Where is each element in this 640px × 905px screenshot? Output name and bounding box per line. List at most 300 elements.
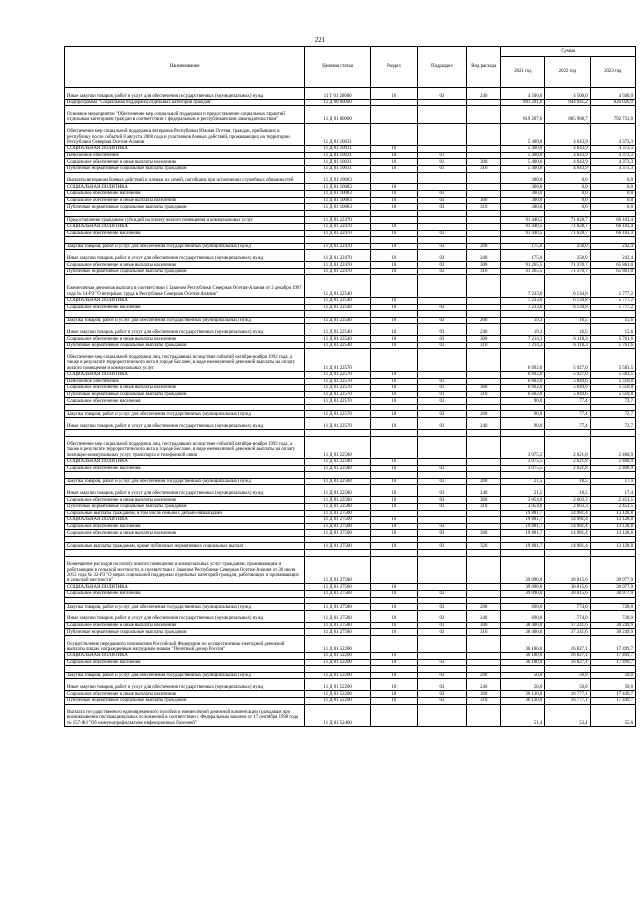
row-section — [371, 666, 418, 673]
row-code: 11 Д 01 22470 — [305, 250, 371, 262]
row-section: 10 — [371, 336, 418, 343]
row-code: 11 Д 01 22580 — [305, 485, 371, 497]
row-sum-2022 — [545, 550, 590, 557]
table-row — [65, 672, 636, 679]
row-sum-2022: 805 988,7 — [545, 106, 590, 123]
row-sum-2023: 13 128,8 — [590, 523, 635, 530]
row-type: 240 — [467, 610, 501, 622]
row-name: Осуществление переданного полномочия Российской Федерации по осуществлению ежегодной денежной выплаты лицам, награжденным нагрудным знаком "Почетный донор России" — [65, 635, 305, 652]
row-type — [467, 523, 501, 530]
row-name — [65, 472, 305, 479]
row-sum-2021 — [501, 311, 545, 318]
row-subsection: 03 — [417, 659, 466, 666]
row-subsection: 03 — [417, 465, 466, 472]
row-section — [371, 349, 418, 372]
row-sum-2021: 90,0 — [501, 418, 545, 430]
row-type: 240 — [467, 88, 501, 100]
row-name: Социальное обеспечение населения — [65, 398, 305, 405]
row-sum-2022: 6 118,3 — [545, 336, 590, 343]
row-subsection: 03 — [417, 204, 466, 211]
table-row — [65, 217, 636, 224]
page-number: 221 — [314, 36, 326, 44]
table-row — [65, 411, 636, 418]
table-row — [65, 629, 636, 636]
row-section: 10 — [371, 159, 418, 166]
row-name — [65, 597, 305, 604]
row-type: 300 — [467, 336, 501, 343]
row-code: 11 Д 01 22580 — [305, 465, 371, 472]
row-code: 11 Д 01 22470 — [305, 224, 371, 231]
row-name: СОЦИАЛЬНАЯ ПОЛИТИКА — [65, 653, 305, 660]
row-subsection: 03 — [417, 530, 466, 537]
table-row — [65, 336, 636, 343]
table-row — [65, 391, 636, 398]
table-row — [65, 243, 636, 250]
row-name: Закупка товаров, работ и услуг для обеспечения государственных (муниципальных) нужд — [65, 604, 305, 611]
row-sum-2022: 71 628,7 — [545, 217, 590, 224]
row-section: 10 — [371, 184, 418, 191]
row-sum-2023: 55,6 — [590, 704, 635, 727]
row-sum-2023: 30 249,9 — [590, 629, 635, 636]
row-subsection: 01 — [417, 385, 466, 392]
table-row — [65, 418, 636, 430]
row-subsection: 03 — [417, 324, 466, 336]
row-type — [467, 584, 501, 591]
row-sum-2022: 0,0 — [545, 204, 590, 211]
table-row — [65, 666, 636, 673]
row-sum-2022: 5 927,0 — [545, 371, 590, 378]
row-section — [371, 536, 418, 543]
row-type: 200 — [467, 604, 501, 611]
row-sum-2023 — [590, 666, 635, 673]
row-subsection: 03 — [417, 497, 466, 504]
table-row — [65, 604, 636, 611]
row-code: 11 Д 01 27580 — [305, 629, 371, 636]
row-section: 10 — [371, 485, 418, 497]
table-row — [65, 152, 636, 159]
row-code: 11 Д 01 22570 — [305, 398, 371, 405]
row-sum-2022: 50,0 — [545, 672, 590, 679]
table-row — [65, 530, 636, 537]
row-code: 11 Д 00 00000 — [305, 99, 371, 106]
row-name: Пенсионное обеспечение — [65, 378, 305, 385]
row-sum-2022 — [545, 210, 590, 217]
row-sum-2023: 30 977,9 — [590, 591, 635, 598]
row-sum-2023: 13 128,8 — [590, 543, 635, 550]
row-sum-2023: 15,6 — [590, 324, 635, 336]
row-name: СОЦИАЛЬНАЯ ПОЛИТИКА — [65, 224, 305, 231]
table-row — [65, 523, 636, 530]
row-code: 11 Д 01 22540 — [305, 336, 371, 343]
row-sum-2021: 300,0 — [501, 204, 545, 211]
row-section: 10 — [371, 530, 418, 537]
row-sum-2021: 19,3 — [501, 324, 545, 336]
row-code: 11 Д 01 22570 — [305, 411, 371, 418]
row-type — [467, 465, 501, 472]
row-sum-2021: 91 265,5 — [501, 262, 545, 269]
row-code: 11 Д 01 22540 — [305, 297, 371, 304]
row-sum-2021: 5 400,0 — [501, 123, 545, 146]
row-section: 10 — [371, 304, 418, 311]
row-code: 11 Д 01 52200 — [305, 659, 371, 666]
row-subsection: 03 — [417, 243, 466, 250]
row-name: Публичные нормативные социальные выплаты гражданам — [65, 165, 305, 172]
row-subsection: 03 — [417, 523, 466, 530]
row-subsection — [417, 224, 466, 231]
row-subsection — [417, 536, 466, 543]
row-code: 11 Д 01 27500 — [305, 523, 371, 530]
row-code: 11 Д 01 22470 — [305, 243, 371, 250]
row-sum-2022: 4 643,9 — [545, 123, 590, 146]
row-sum-2021 — [501, 666, 545, 673]
row-subsection — [417, 436, 466, 459]
row-sum-2022: 2 621,8 — [545, 436, 590, 459]
table-row — [65, 324, 636, 336]
row-sum-2021: 4 500,0 — [501, 88, 545, 100]
row-code: 11 Д 01 10083 — [305, 191, 371, 198]
table-body — [65, 88, 636, 727]
row-type: 310 — [467, 342, 501, 349]
row-type: 300 — [467, 530, 501, 537]
row-section: 10 — [371, 503, 418, 510]
row-sum-2021: 21,5 — [501, 485, 545, 497]
table-row — [65, 691, 636, 698]
row-sum-2022: 16 777,1 — [545, 691, 590, 698]
row-section: 10 — [371, 622, 418, 629]
row-name: Социальное обеспечение и иные выплаты населению — [65, 530, 305, 537]
row-section — [371, 217, 418, 224]
table-row — [65, 653, 636, 660]
row-name: Публичные нормативные социальные выплаты гражданам — [65, 697, 305, 704]
table-row — [65, 584, 636, 591]
row-type: 310 — [467, 503, 501, 510]
row-section: 10 — [371, 165, 418, 172]
row-type — [467, 472, 501, 479]
row-type — [467, 191, 501, 198]
table-row — [65, 517, 636, 524]
row-sum-2022: 2 603,3 — [545, 503, 590, 510]
row-sum-2021: 39 090,0 — [501, 556, 545, 584]
table-row — [65, 398, 636, 405]
row-sum-2022: 6 118,3 — [545, 342, 590, 349]
row-code: 11 Д 01 27500 — [305, 543, 371, 550]
row-code: 11 Д 01 22570 — [305, 371, 371, 378]
row-type — [467, 536, 501, 543]
row-section: 10 — [371, 88, 418, 100]
row-type — [467, 666, 501, 673]
row-sum-2022: 0,0 — [545, 184, 590, 191]
row-name: Закупка товаров, работ и услуг для обеспечения государственных (муниципальных) нужд — [65, 243, 305, 250]
row-sum-2022: 37 241,6 — [545, 629, 590, 636]
row-type — [467, 304, 501, 311]
row-code: 11 Д 01 22570 — [305, 378, 371, 385]
row-sum-2022: 38 015,6 — [545, 584, 590, 591]
row-name: Публичные нормативные социальные выплаты гражданам — [65, 503, 305, 510]
row-subsection: 03 — [417, 503, 466, 510]
row-sum-2022 — [545, 429, 590, 436]
row-type: 200 — [467, 243, 501, 250]
row-type — [467, 210, 501, 217]
row-sum-2022: 71 628,7 — [545, 224, 590, 231]
row-sum-2023: 50,0 — [590, 679, 635, 691]
row-sum-2023: 17 499,7 — [590, 653, 635, 660]
row-sum-2021: 6 692,0 — [501, 349, 545, 372]
row-code: 11 Д 01 52200 — [305, 653, 371, 660]
row-type: 300 — [467, 197, 501, 204]
table-row — [65, 436, 636, 459]
row-section: 10 — [371, 653, 418, 660]
row-name: Социальное обеспечение и иные выплаты населению — [65, 385, 305, 392]
row-sum-2022: 71 628,7 — [545, 230, 590, 237]
row-sum-2021 — [501, 597, 545, 604]
row-section: 10 — [371, 191, 418, 198]
row-code: 11 Д 01 22470 — [305, 268, 371, 275]
table-row — [65, 635, 636, 652]
row-subsection: 03 — [417, 304, 466, 311]
row-type — [467, 311, 501, 318]
row-type — [467, 123, 501, 146]
row-subsection — [417, 297, 466, 304]
row-section — [371, 275, 418, 298]
row-subsection: 03 — [417, 478, 466, 485]
row-subsection — [417, 704, 466, 727]
table-row — [65, 230, 636, 237]
table-row — [65, 472, 636, 479]
row-name: Обеспечение мер социальной поддержки ветеранов Республики Южная Осетия, граждан, прибывших в республику после событий 8 августа 2008 года и участников боевых действий, проживающих на территории Республики Северная Осетия-Алания — [65, 123, 305, 146]
row-code: 11 Д 01 22570 — [305, 391, 371, 398]
row-section: 10 — [371, 317, 418, 324]
row-type: 240 — [467, 324, 501, 336]
row-type — [467, 237, 501, 244]
row-type: 240 — [467, 679, 501, 691]
row-sum-2022 — [545, 311, 590, 318]
table-row — [65, 172, 636, 184]
row-sum-2021: 36 180,0 — [501, 653, 545, 660]
row-sum-2023: 5 583,5 — [590, 349, 635, 372]
row-type — [467, 184, 501, 191]
row-subsection — [417, 510, 466, 517]
row-section — [371, 550, 418, 557]
row-subsection: 03 — [417, 485, 466, 497]
row-code — [305, 550, 371, 557]
row-sum-2021: 7 214,3 — [501, 336, 545, 343]
row-name: СОЦИАЛЬНАЯ ПОЛИТИКА — [65, 517, 305, 524]
row-sum-2023: 17 499,7 — [590, 635, 635, 652]
row-subsection — [417, 106, 466, 123]
row-type: 300 — [467, 497, 501, 504]
row-sum-2021: 51,4 — [501, 704, 545, 727]
row-sum-2022: 14 981,4 — [545, 517, 590, 524]
row-code: 11 Д 01 27580 — [305, 622, 371, 629]
row-subsection: 03 — [417, 250, 466, 262]
row-name: Иные закупки товаров, работ и услуг для обеспечения государственных (муниципальных) нужд — [65, 679, 305, 691]
row-code: 11 Д 01 22540 — [305, 342, 371, 349]
row-section: 10 — [371, 342, 418, 349]
table-header — [65, 47, 636, 88]
row-sum-2023: 0,0 — [590, 184, 635, 191]
row-subsection — [417, 275, 466, 298]
header-name: Наименование — [65, 47, 305, 88]
row-name — [65, 210, 305, 217]
row-type: 310 — [467, 165, 501, 172]
row-name: СОЦИАЛЬНАЯ ПОЛИТИКА — [65, 371, 305, 378]
row-sum-2022: 0,0 — [545, 197, 590, 204]
row-code: 11 Д 01 22580 — [305, 478, 371, 485]
row-section — [371, 429, 418, 436]
row-sum-2022: 16 827,1 — [545, 659, 590, 666]
row-name: Иные закупки товаров, работ и услуг для обеспечения государственных (муниципальных) нужд — [65, 250, 305, 262]
row-code: 11 Д 01 27580 — [305, 604, 371, 611]
row-name: Публичные нормативные социальные выплаты гражданам — [65, 204, 305, 211]
row-subsection — [417, 635, 466, 652]
row-subsection — [417, 311, 466, 318]
row-code — [305, 311, 371, 318]
row-subsection — [417, 556, 466, 584]
row-sum-2022: 6 134,8 — [545, 304, 590, 311]
row-type — [467, 429, 501, 436]
row-sum-2021: 50,0 — [501, 679, 545, 691]
row-name: Предоставление гражданам субсидий на оплату жилого помещения и коммунальных услуг — [65, 217, 305, 224]
table-row — [65, 275, 636, 298]
row-sum-2022: 77,4 — [545, 398, 590, 405]
row-section: 10 — [371, 418, 418, 430]
table-row — [65, 622, 636, 629]
table-row — [65, 165, 636, 172]
row-subsection: 03 — [417, 591, 466, 598]
table-row — [65, 123, 636, 146]
row-sum-2022 — [545, 472, 590, 479]
table-row — [65, 497, 636, 504]
row-code: 11 Д 01 52200 — [305, 679, 371, 691]
row-subsection: 03 — [417, 411, 466, 418]
header-year-2022: 2022 год — [545, 57, 590, 88]
row-section: 10 — [371, 371, 418, 378]
row-sum-2023: 13 128,8 — [590, 510, 635, 517]
row-sum-2023: 0,0 — [590, 204, 635, 211]
row-sum-2022: 0,0 — [545, 172, 590, 184]
row-sum-2022: 258,0 — [545, 243, 590, 250]
row-name: Выплата государственного единовременного пособия и ежемесячной денежной компенсации гражданам при возникновении поствакцинальных осложнений в соответствии с Федеральным законом от 17 сентября 1998 года № 157-ФЗ "Об иммунопрофилактике инфекционных болезней" — [65, 704, 305, 727]
table-row — [65, 704, 636, 727]
row-section: 10 — [371, 459, 418, 466]
row-subsection — [417, 404, 466, 411]
row-sum-2021: 690,0 — [501, 604, 545, 611]
row-sum-2022: 6 134,8 — [545, 297, 590, 304]
row-code: 11 Д 01 27580 — [305, 584, 371, 591]
row-sum-2021: 36 130,0 — [501, 691, 545, 698]
row-code: 11 Д 01 10031 — [305, 146, 371, 153]
row-section: 10 — [371, 610, 418, 622]
row-name: Социальные выплаты гражданам, кроме публичных нормативных социальных выплат — [65, 543, 305, 550]
row-subsection: 03 — [417, 679, 466, 691]
row-sum-2022: 2 603,3 — [545, 497, 590, 504]
row-sum-2022: 5 849,6 — [545, 385, 590, 392]
row-sum-2021 — [501, 404, 545, 411]
row-sum-2023: 4 373,3 — [590, 123, 635, 146]
row-sum-2023 — [590, 237, 635, 244]
row-section: 10 — [371, 385, 418, 392]
row-code: 11 Д 01 27500 — [305, 510, 371, 517]
table-row — [65, 342, 636, 349]
row-name: СОЦИАЛЬНАЯ ПОЛИТИКА — [65, 184, 305, 191]
row-sum-2021: 38 400,0 — [501, 629, 545, 636]
row-sum-2023: 5 777,2 — [590, 275, 635, 298]
row-sum-2023 — [590, 536, 635, 543]
row-type — [467, 371, 501, 378]
row-section — [371, 311, 418, 318]
row-sum-2023: 17 499,7 — [590, 659, 635, 666]
row-sum-2022: 16 777,1 — [545, 697, 590, 704]
row-sum-2023 — [590, 597, 635, 604]
row-name: Социальное обеспечение населения — [65, 304, 305, 311]
row-sum-2022: 77,4 — [545, 411, 590, 418]
table-row — [65, 679, 636, 691]
row-subsection — [417, 184, 466, 191]
table-row — [65, 503, 636, 510]
row-sum-2023: 65 861,0 — [590, 268, 635, 275]
row-section: 10 — [371, 378, 418, 385]
row-sum-2023: 5 777,2 — [590, 297, 635, 304]
row-section — [371, 635, 418, 652]
row-name — [65, 311, 305, 318]
row-subsection: 03 — [417, 629, 466, 636]
row-code: 11 Д 01 52200 — [305, 672, 371, 679]
row-sum-2022 — [545, 536, 590, 543]
row-sum-2023: 17 449,7 — [590, 691, 635, 698]
row-name: Социальное обеспечение и иные выплаты населению — [65, 336, 305, 343]
row-code: 11 Д 01 22470 — [305, 217, 371, 224]
row-type: 300 — [467, 622, 501, 629]
row-type — [467, 556, 501, 584]
row-sum-2022: 16,5 — [545, 324, 590, 336]
table-row — [65, 297, 636, 304]
row-type — [467, 217, 501, 224]
row-sum-2023: 2 451,5 — [590, 497, 635, 504]
row-code — [305, 472, 371, 479]
row-name: СОЦИАЛЬНАЯ ПОЛИТИКА — [65, 146, 305, 153]
row-code: 11 Д 01 10031 — [305, 152, 371, 159]
row-name: Иные закупки товаров, работ и услуг для обеспечения государственных (муниципальных) нужд — [65, 485, 305, 497]
table-row — [65, 250, 636, 262]
row-subsection — [417, 217, 466, 224]
row-sum-2022: 2 621,8 — [545, 465, 590, 472]
row-code: 11 Д 01 22470 — [305, 230, 371, 237]
row-type — [467, 275, 501, 298]
row-code: 11 Д 01 52200 — [305, 691, 371, 698]
row-type — [467, 349, 501, 372]
row-type: 300 — [467, 262, 501, 269]
row-name: Ежемесячная денежная выплата в соответствии с Законом Республики Северная Осетия-Алания от 2 декабря 1997 года № 14-РЗ "О ветеранах труда в Республике Северная Осетия-Алания" — [65, 275, 305, 298]
table-row — [65, 591, 636, 598]
table-row — [65, 224, 636, 231]
row-sum-2023: 15,6 — [590, 317, 635, 324]
row-sum-2023: 65 861,0 — [590, 262, 635, 269]
row-subsection — [417, 99, 466, 106]
row-section: 10 — [371, 411, 418, 418]
row-subsection: 03 — [417, 610, 466, 622]
row-name: Возмещение расходов на оплату жилого помещения и коммунальных услуг гражданам, проживающим и работающим в сельской местности, в соответствии с Законом Республики Северная Осетия-Алания от 30 июля 2012 года № 32-РЗ "О мерах социальной поддержки отдельных категорий граждан, работающих и проживающих в сельской местности" — [65, 556, 305, 584]
row-sum-2021: 90,0 — [501, 411, 545, 418]
row-subsection: 03 — [417, 418, 466, 430]
row-code: 11 Д 01 22580 — [305, 459, 371, 466]
row-sum-2023: 30 249,9 — [590, 622, 635, 629]
row-name — [65, 666, 305, 673]
row-sum-2021: 19 881,7 — [501, 523, 545, 530]
row-section: 10 — [371, 262, 418, 269]
row-sum-2022 — [545, 666, 590, 673]
row-sum-2023: 0,0 — [590, 191, 635, 198]
row-sum-2021: 38 400,0 — [501, 622, 545, 629]
